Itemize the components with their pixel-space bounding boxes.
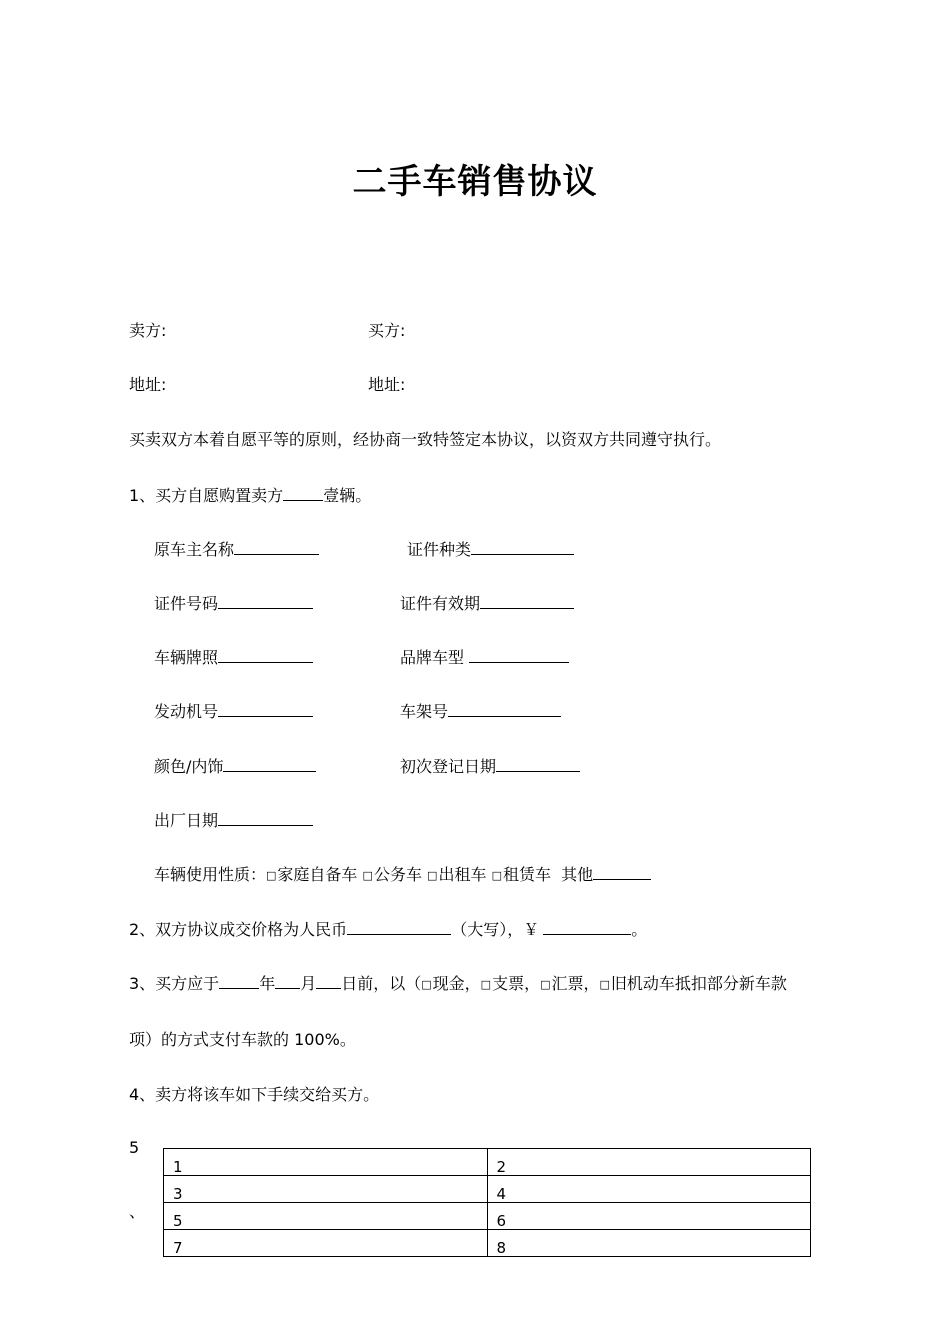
engine-no-label: 发动机号 [154, 702, 219, 721]
document-title: 二手车销售协议 [352, 162, 598, 202]
day-blank[interactable] [316, 972, 341, 989]
id-type-blank[interactable] [471, 538, 574, 555]
clause-4: 4、卖方将该车如下手续交给买方。 [129, 1085, 380, 1104]
color-interior-field [154, 755, 316, 777]
month-blank[interactable] [275, 972, 300, 989]
checkbox-icon[interactable]: □ [599, 978, 610, 991]
payment-cash: 现金， [432, 974, 481, 993]
clause-2-middle: （大写），￥ [451, 920, 540, 939]
table-cell[interactable]: 8 [487, 1230, 811, 1257]
table-row [164, 1203, 811, 1230]
payment-tradein: 旧机动车抵扣部分新车款 [610, 974, 787, 993]
seller-address-label: 地址: [129, 375, 167, 394]
plate-label: 车辆牌照 [154, 648, 219, 667]
clause-1 [129, 484, 371, 506]
plate-blank[interactable] [218, 646, 313, 663]
checkbox-icon[interactable]: □ [480, 978, 492, 991]
clause-2-prefix: 2、双方协议成交价格为人民币 [129, 920, 348, 939]
payment-check: 支票， [492, 974, 541, 993]
color-interior-blank[interactable] [223, 755, 316, 772]
usage-option-taxi: 出租车 [438, 865, 487, 884]
first-registration-field [400, 755, 580, 777]
id-validity-field [400, 592, 574, 614]
table-cell[interactable]: 5 [164, 1203, 488, 1230]
manufacture-date-field [154, 809, 313, 831]
clause-3 [129, 972, 787, 995]
id-validity-label: 证件有效期 [400, 594, 481, 613]
table-cell[interactable]: 4 [487, 1176, 811, 1203]
clause-2 [129, 918, 647, 940]
brand-model-label: 品牌车型 [400, 648, 465, 667]
clause-5-mark: 、 [129, 1202, 146, 1221]
owner-name-field [154, 538, 319, 560]
year-label: 年 [259, 974, 276, 993]
table-cell[interactable]: 6 [487, 1203, 811, 1230]
checkbox-icon[interactable]: □ [266, 869, 277, 882]
usage-option-rental: 租赁车 [502, 865, 551, 884]
frame-no-blank[interactable] [448, 700, 561, 717]
brand-model-blank[interactable] [469, 646, 569, 663]
manufacture-date-blank[interactable] [218, 809, 313, 826]
buyer-address-label: 地址: [368, 375, 406, 394]
seller-label: 卖方: [129, 321, 167, 340]
table-cell[interactable]: 3 [164, 1176, 488, 1203]
clause-3-prefix: 3、买方应于 [129, 974, 220, 993]
id-number-blank[interactable] [218, 592, 313, 609]
checkbox-icon[interactable]: □ [491, 869, 502, 882]
plate-field [154, 646, 313, 668]
table-row [164, 1230, 811, 1257]
checkbox-icon[interactable]: □ [362, 869, 373, 882]
table-cell[interactable]: 2 [487, 1149, 811, 1176]
engine-no-blank[interactable] [218, 700, 313, 717]
table-cell[interactable]: 7 [164, 1230, 488, 1257]
clause-1-suffix: 壹辆。 [323, 486, 372, 505]
clause-1-prefix: 1、买方自愿购置卖方 [129, 486, 284, 505]
clause-2-suffix: 。 [631, 920, 648, 939]
first-registration-label: 初次登记日期 [400, 757, 497, 776]
price-words-blank[interactable] [347, 918, 451, 935]
handover-table [163, 1148, 811, 1257]
table-row [164, 1149, 811, 1176]
id-type-field [407, 538, 574, 560]
checkbox-icon[interactable]: □ [427, 869, 438, 882]
usage-label: 车辆使用性质： [154, 865, 267, 884]
payment-draft: 汇票， [551, 974, 600, 993]
checkbox-icon[interactable]: □ [421, 978, 432, 991]
frame-no-label: 车架号 [400, 702, 449, 721]
first-registration-blank[interactable] [496, 755, 580, 772]
quantity-blank[interactable] [283, 484, 323, 501]
table-cell[interactable]: 1 [164, 1149, 488, 1176]
clause-3-line-2: 项）的方式支付车款的 100%。 [129, 1030, 356, 1049]
clause-5-number: 5 [129, 1138, 140, 1157]
intro-paragraph: 买卖双方本着自愿平等的原则，经协商一致特签定本协议，以资双方共同遵守执行。 [129, 430, 722, 449]
table-row [164, 1176, 811, 1203]
price-number-blank[interactable] [543, 918, 631, 935]
month-label: 月 [300, 974, 317, 993]
color-interior-label: 颜色/内饰 [154, 757, 224, 776]
id-validity-blank[interactable] [480, 592, 574, 609]
id-type-label: 证件种类 [407, 540, 472, 559]
year-blank[interactable] [219, 972, 259, 989]
day-suffix: 日前，以（ [341, 974, 422, 993]
id-number-field [154, 592, 313, 614]
checkbox-icon[interactable]: □ [540, 978, 551, 991]
id-number-label: 证件号码 [154, 594, 219, 613]
usage-option-family: 家庭自备车 [277, 865, 358, 884]
frame-no-field [400, 700, 561, 722]
manufacture-date-label: 出厂日期 [154, 811, 219, 830]
buyer-label: 买方: [368, 321, 406, 340]
usage-option-other: 其他 [561, 865, 594, 884]
engine-no-field [154, 700, 313, 722]
owner-name-label: 原车主名称 [154, 540, 235, 559]
usage-row [154, 863, 651, 886]
brand-model-field [400, 646, 569, 668]
usage-option-official: 公务车 [373, 865, 422, 884]
usage-other-blank[interactable] [593, 863, 651, 880]
owner-name-blank[interactable] [234, 538, 319, 555]
